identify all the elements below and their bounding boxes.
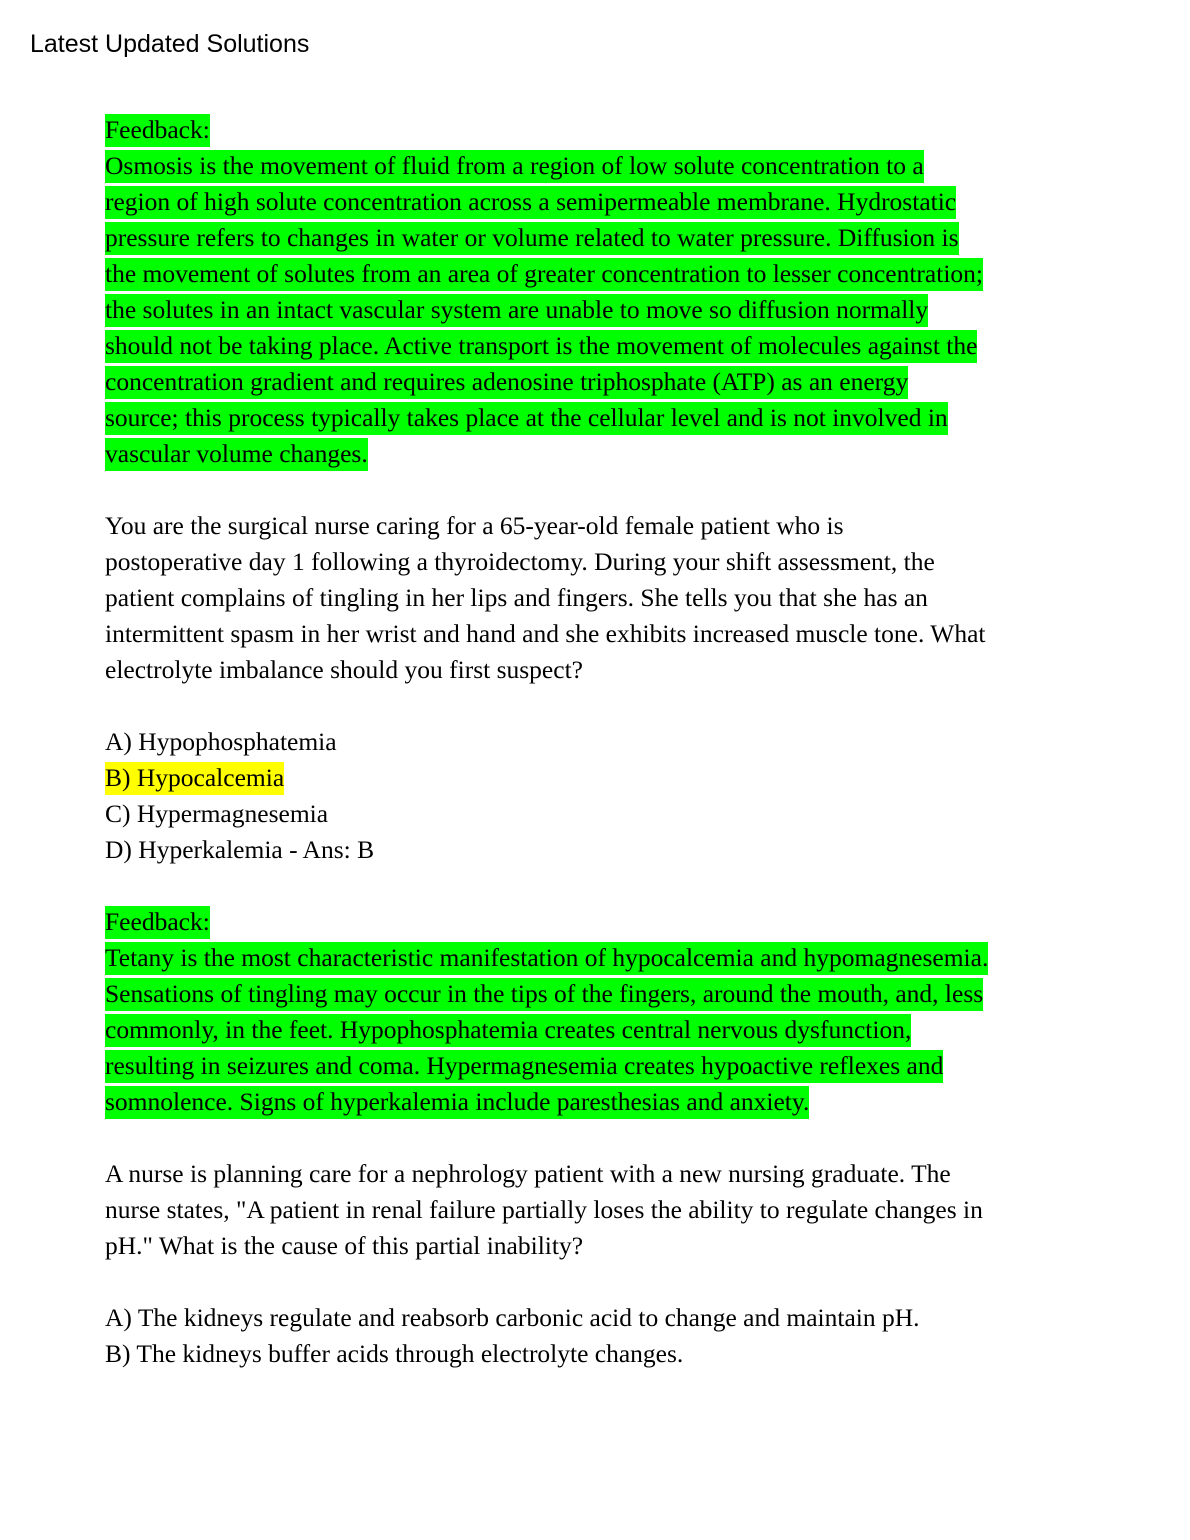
question-line: pH." What is the cause of this partial inability? [105, 1231, 584, 1260]
feedback-line: concentration gradient and requires adenosine triphosphate (ATP) as an energy [105, 366, 908, 399]
feedback-label: Feedback: [105, 114, 210, 147]
answer-option-a: A) The kidneys regulate and reabsorb carbonic acid to change and maintain pH. [105, 1303, 920, 1332]
spacer [105, 1120, 1065, 1156]
feedback-line: vascular volume changes. [105, 438, 368, 471]
answer-option-d: D) Hyperkalemia - Ans: B [105, 835, 375, 864]
question-line: You are the surgical nurse caring for a 65-year-old female patient who is [105, 511, 844, 540]
document-body [105, 112, 1065, 1372]
question-line: A nurse is planning care for a nephrology patient with a new nursing graduate. The [105, 1159, 951, 1188]
answer-options-2 [105, 724, 1065, 868]
answer-options-3 [105, 1300, 1065, 1372]
feedback-line: Sensations of tingling may occur in the tips of the fingers, around the mouth, and, less [105, 978, 983, 1011]
feedback-line: somnolence. Signs of hyperkalemia include paresthesias and anxiety. [105, 1086, 809, 1119]
question-line: postoperative day 1 following a thyroidectomy. During your shift assessment, the [105, 547, 935, 576]
feedback-line: Osmosis is the movement of fluid from a region of low solute concentration to a [105, 150, 924, 183]
feedback-line: the solutes in an intact vascular system are unable to move so diffusion normally [105, 294, 928, 327]
answer-option-c: C) Hypermagnesemia [105, 799, 329, 828]
answer-option-b-correct: B) Hypocalcemia [105, 762, 284, 795]
question-line: intermittent spasm in her wrist and hand and she exhibits increased muscle tone. What [105, 619, 986, 648]
answer-option-b: B) The kidneys buffer acids through electrolyte changes. [105, 1339, 684, 1368]
page-header-title: Latest Updated Solutions [30, 30, 310, 58]
question-line: electrolyte imbalance should you first suspect? [105, 655, 583, 684]
feedback-line: region of high solute concentration across a semipermeable membrane. Hydrostatic [105, 186, 956, 219]
feedback-line: should not be taking place. Active transport is the movement of molecules against the [105, 330, 977, 363]
question-block-2 [105, 508, 1065, 688]
feedback-line: source; this process typically takes place at the cellular level and is not involved in [105, 402, 948, 435]
feedback-line: pressure refers to changes in water or volume related to water pressure. Diffusion is [105, 222, 959, 255]
feedback-line: commonly, in the feet. Hypophosphatemia creates central nervous dysfunction, [105, 1014, 911, 1047]
question-block-3 [105, 1156, 1065, 1264]
answer-option-a: A) Hypophosphatemia [105, 727, 337, 756]
feedback-block-2 [105, 904, 1065, 1120]
feedback-line: the movement of solutes from an area of greater concentration to lesser concentration; [105, 258, 983, 291]
spacer [105, 688, 1065, 724]
feedback-line: resulting in seizures and coma. Hypermagnesemia creates hypoactive reflexes and [105, 1050, 943, 1083]
feedback-label: Feedback: [105, 906, 210, 939]
spacer [105, 868, 1065, 904]
question-line: patient complains of tingling in her lips and fingers. She tells you that she has an [105, 583, 928, 612]
question-line: nurse states, "A patient in renal failure partially loses the ability to regulate changes in [105, 1195, 983, 1224]
spacer [105, 472, 1065, 508]
feedback-block-1 [105, 112, 1065, 472]
feedback-line: Tetany is the most characteristic manifestation of hypocalcemia and hypomagnesemia. [105, 942, 988, 975]
spacer [105, 1264, 1065, 1300]
